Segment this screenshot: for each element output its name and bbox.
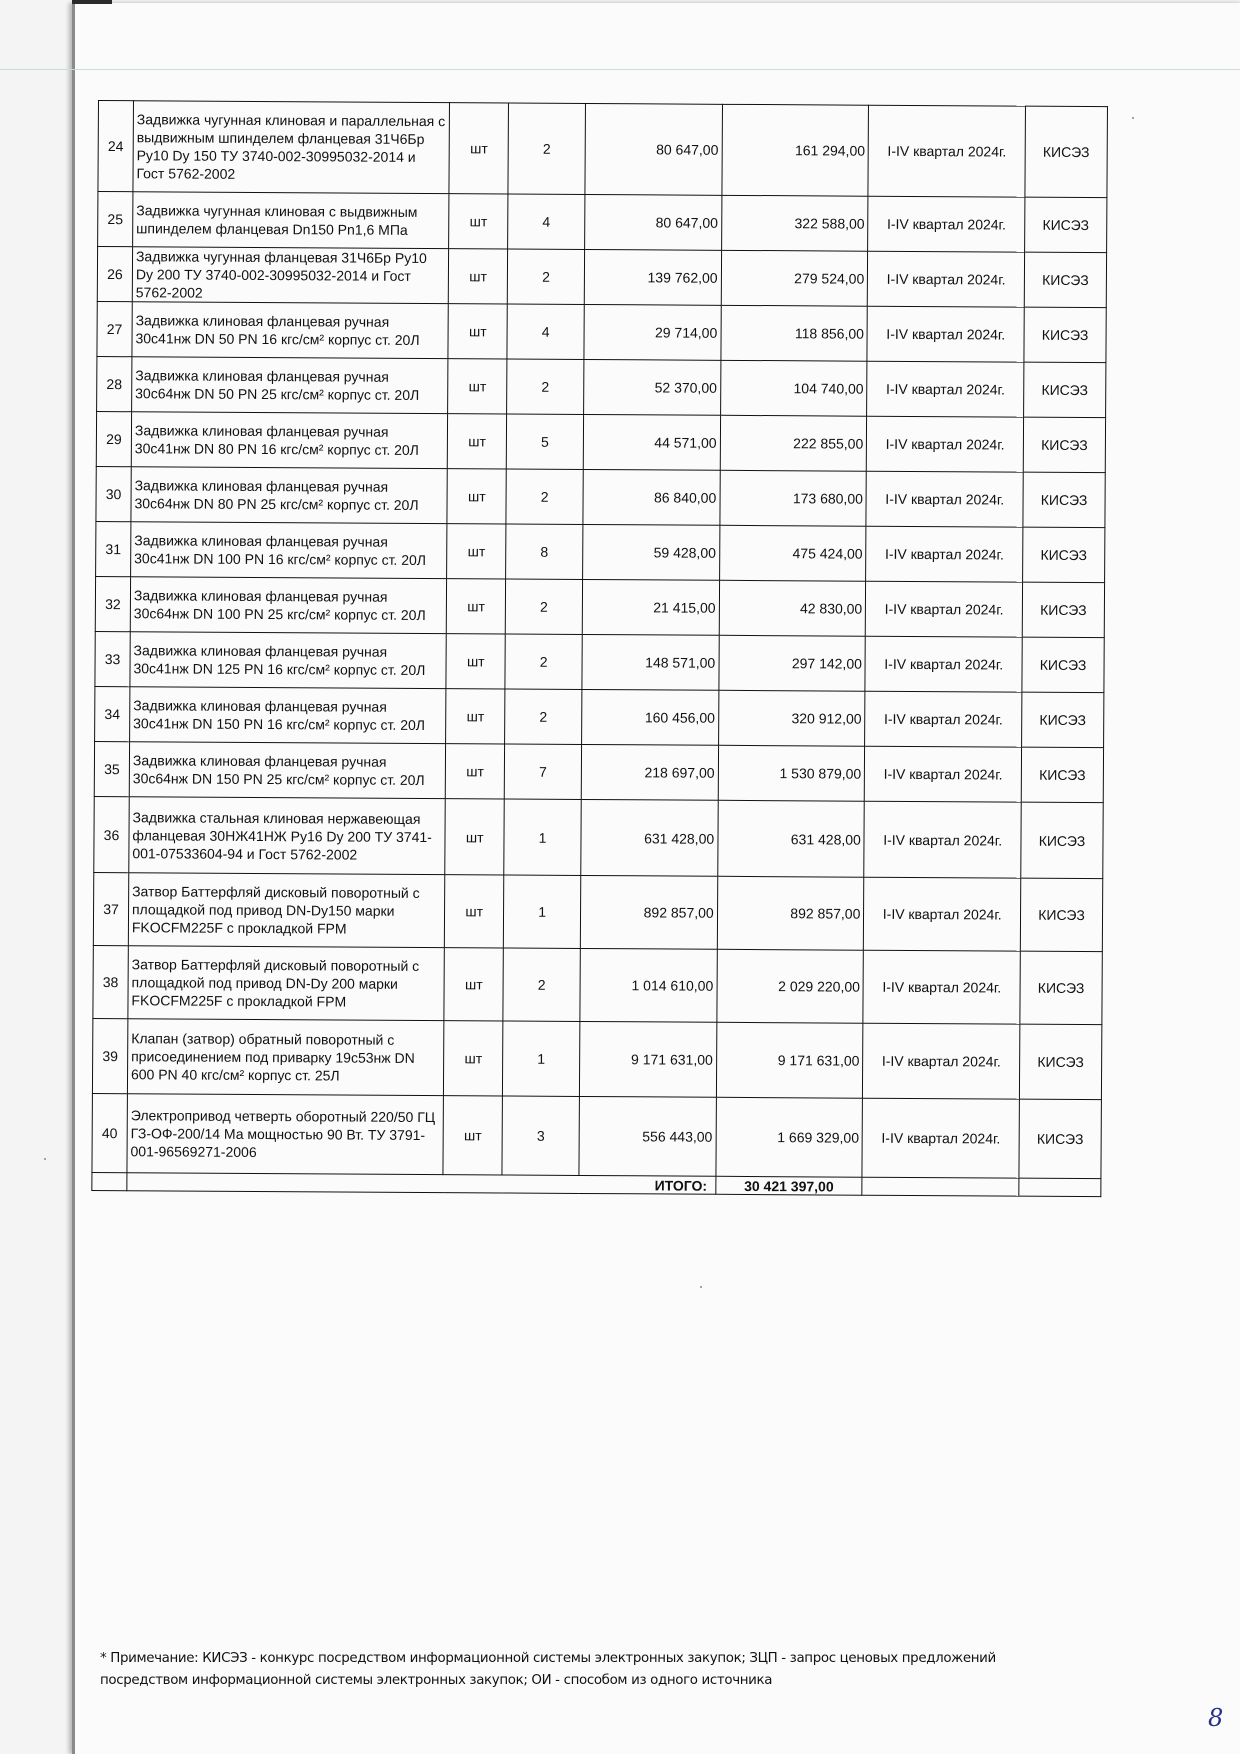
row-number: 29 [96,411,131,466]
total-sum: 118 856,00 [721,305,868,361]
unit-of-measure: шт [448,359,507,414]
table-row [97,301,1106,362]
item-name: Задвижка стальная клиновая нержавеющая фланцевая 30НЖ41НЖ Ру16 Dу 200 ТУ 3741-001-07533604-94 и Гост 5762-2002 [129,797,446,875]
unit-of-measure: шт [446,634,505,689]
total-sum: 892 857,00 [717,876,864,950]
item-name: Задвижка клиновая фланцевая ручная 30с41нж DN 100 PN 16 кгс/см² корпус ст. 20Л [131,522,448,579]
quantity: 5 [506,414,583,469]
total-sum: 631 428,00 [717,800,864,877]
total-sum: 1 530 879,00 [718,745,865,801]
unit-price: 148 571,00 [582,634,719,690]
total-sum: 222 855,00 [720,415,867,471]
item-name: Задвижка клиновая фланцевая ручная 30с41нж DN 125 PN 16 кгс/см² корпус ст. 20Л [130,632,447,689]
total-empty-cell [862,1177,1019,1196]
unit-of-measure: шт [449,249,508,304]
procurement-method: КИСЭЗ [1024,252,1106,307]
scan-speck [1132,117,1134,119]
quantity: 8 [506,524,583,579]
total-empty-cell [1019,1178,1101,1197]
total-sum: 161 294,00 [722,104,869,196]
total-sum: 104 740,00 [720,360,867,416]
quantity: 2 [505,579,582,634]
quantity: 2 [508,103,585,194]
delivery-period: I-IV квартал 2024г. [865,746,1022,802]
table-row [98,192,1107,253]
total-sum: 297 142,00 [719,635,866,691]
item-name: Электропривод четверть оборотный 220/50 ГЦ ГЗ-ОФ-200/14 Ма мощностью 90 Вт. ТУ 3791-001-96569271-2006 [127,1094,444,1175]
item-name: Затвор Баттерфляй дисковый поворотный с площадкой под привод DN-Dy150 марки FKOCFM225F с прокладкой FPM [128,873,445,948]
total-sum: 1 669 329,00 [716,1097,863,1177]
delivery-period: I-IV квартал 2024г. [867,416,1024,472]
unit-price: 80 647,00 [585,194,722,250]
procurement-method: КИСЭЗ [1019,1024,1101,1099]
procurement-method: КИСЭЗ [1020,951,1102,1024]
unit-price: 52 370,00 [584,359,721,415]
unit-price: 9 171 631,00 [579,1021,716,1097]
procurement-method: КИСЭЗ [1020,878,1102,951]
procurement-method: КИСЭЗ [1025,197,1107,252]
procurement-method: КИСЭЗ [1025,106,1108,197]
delivery-period: I-IV квартал 2024г. [866,581,1023,637]
table-row [95,576,1104,637]
item-name: Задвижка клиновая фланцевая ручная 30с41нж DN 80 PN 16 кгс/см² корпус ст. 20Л [131,412,448,469]
item-name: Задвижка клиновая фланцевая ручная 30с41нж DN 150 PN 16 кгс/см² корпус ст. 20Л [130,687,447,744]
delivery-period: I-IV квартал 2024г. [866,471,1023,527]
total-label: ИТОГО: [127,1173,716,1195]
item-name: Задвижка клиновая фланцевая ручная 30с64нж DN 80 PN 25 кгс/см² корпус ст. 20Л [131,467,448,524]
unit-of-measure: шт [444,1021,503,1096]
total-sum: 475 424,00 [719,525,866,581]
quantity: 1 [503,1021,580,1096]
unit-price: 556 443,00 [579,1096,716,1176]
quantity: 2 [505,634,582,689]
delivery-period: I-IV квартал 2024г. [868,196,1025,252]
table-row [96,466,1105,527]
unit-price: 29 714,00 [584,304,721,360]
total-empty-cell [92,1172,127,1190]
table-row [98,101,1108,198]
procurement-method: КИСЭЗ [1021,802,1103,878]
item-name: Задвижка клиновая фланцевая ручная 30с64нж DN 150 PN 25 кгс/см² корпус ст. 20Л [129,742,446,799]
total-sum: 279 524,00 [721,250,868,306]
row-number: 36 [94,796,129,872]
procurement-method: КИСЭЗ [1019,1099,1101,1178]
unit-of-measure: шт [448,304,507,359]
unit-of-measure: шт [449,194,508,249]
unit-price: 21 415,00 [582,579,719,635]
unit-price: 139 762,00 [584,249,721,305]
procurement-table [91,100,1108,1197]
delivery-period: I-IV квартал 2024г. [865,691,1022,747]
delivery-period: I-IV квартал 2024г. [868,251,1025,307]
quantity: 2 [503,948,580,1021]
quantity: 2 [505,689,582,744]
scan-speck [44,1158,46,1160]
unit-of-measure: шт [446,689,505,744]
table-row [94,796,1103,878]
delivery-period: I-IV квартал 2024г. [867,361,1024,417]
unit-of-measure: шт [445,799,504,875]
row-number: 27 [97,301,132,356]
unit-of-measure: шт [449,103,508,194]
procurement-method: КИСЭЗ [1021,747,1103,802]
procurement-method: КИСЭЗ [1024,362,1106,417]
quantity: 2 [506,469,583,524]
quantity: 3 [502,1096,579,1175]
table-row [93,945,1102,1024]
item-name: Задвижка клиновая фланцевая ручная 30с64нж DN 100 PN 25 кгс/см² корпус ст. 20Л [130,577,447,634]
row-number: 31 [96,521,131,576]
scan-artifact-line [0,69,1240,70]
row-number: 26 [97,247,132,302]
procurement-method: КИСЭЗ [1023,417,1105,472]
table-row [96,521,1105,582]
page-edge-shadow [72,0,112,4]
unit-price: 218 697,00 [581,744,718,800]
handwritten-page-number: 8 [1208,1704,1224,1732]
row-number: 37 [93,872,128,945]
quantity: 2 [507,359,584,414]
item-name: Клапан (затвор) обратный поворотный с присоединением под приварку 19с53нж DN 600 PN 40 кгс/см² корпус ст. 25Л [127,1019,444,1096]
row-number: 35 [94,741,129,796]
footnote-line-2: посредством информационной системы электронных закупок; ОИ - способом из одного источника [100,1673,773,1688]
procurement-method: КИСЭЗ [1023,527,1105,582]
item-name: Задвижка чугунная клиновая и параллельная с выдвижным шпинделем фланцевая 31Ч6Бр Ру10 Dу 150 ТУ 3740-002-30995032-2014 и Гост 5762-2002 [133,101,450,194]
delivery-period: I-IV квартал 2024г. [863,1023,1020,1099]
table-row [95,631,1104,692]
total-sum: 322 588,00 [721,195,868,251]
unit-of-measure: шт [447,469,506,524]
procurement-method: КИСЭЗ [1022,637,1104,692]
delivery-period: I-IV квартал 2024г. [862,1098,1019,1178]
item-name: Задвижка чугунная клиновая с выдвижным шпинделем фланцевая Dn150 Pn1,6 МПа [133,192,450,249]
procurement-method: КИСЭЗ [1023,472,1105,527]
row-number: 34 [95,686,130,741]
quantity: 2 [507,249,584,304]
unit-price: 86 840,00 [583,469,720,525]
quantity: 7 [504,744,581,799]
delivery-period: I-IV квартал 2024г. [867,306,1024,362]
delivery-period: I-IV квартал 2024г. [864,877,1021,951]
unit-price: 160 456,00 [582,689,719,745]
table-row [97,356,1106,417]
footnote [100,1648,1080,1692]
total-sum: 9 171 631,00 [716,1022,863,1098]
unit-price: 80 647,00 [585,103,722,195]
row-number: 39 [92,1018,127,1093]
table-row [96,411,1105,472]
table-row [93,872,1102,951]
scan-speck [700,1286,702,1288]
unit-price: 631 428,00 [581,799,718,876]
unit-price: 1 014 610,00 [580,948,717,1022]
table-row [92,1018,1101,1099]
quantity: 1 [504,799,581,875]
delivery-period: I-IV квартал 2024г. [866,526,1023,582]
item-name: Задвижка клиновая фланцевая ручная 30с41нж DN 50 PN 16 кгс/см² корпус ст. 20Л [132,302,449,359]
unit-of-measure: шт [447,579,506,634]
table-row [94,741,1103,802]
table-row [95,686,1104,747]
item-name: Затвор Баттерфляй дисковый поворотный с площадкой под привод DN-Dy 200 марки FKOCFM225F с прокладкой FPM [128,946,445,1021]
table-row [92,1093,1101,1178]
total-sum: 42 830,00 [719,580,866,636]
row-number: 40 [92,1093,127,1172]
table-row [97,247,1106,308]
row-number: 25 [98,192,133,247]
quantity: 1 [503,875,580,948]
total-sum: 2 029 220,00 [717,949,864,1023]
total-sum: 320 912,00 [718,690,865,746]
row-number: 30 [96,466,131,521]
row-number: 24 [98,101,134,192]
unit-price: 892 857,00 [580,875,717,949]
delivery-period: I-IV квартал 2024г. [865,636,1022,692]
row-number: 32 [95,576,130,631]
unit-of-measure: шт [443,1096,502,1175]
procurement-method: КИСЭЗ [1022,582,1104,637]
unit-price: 59 428,00 [583,524,720,580]
unit-of-measure: шт [444,948,503,1021]
quantity: 4 [508,194,585,249]
total-value: 30 421 397,00 [716,1176,863,1195]
unit-of-measure: шт [448,414,507,469]
total-sum: 173 680,00 [720,470,867,526]
unit-of-measure: шт [447,524,506,579]
item-name: Задвижка клиновая фланцевая ручная 30с64нж DN 50 PN 25 кгс/см² корпус ст. 20Л [132,357,449,414]
procurement-method: КИСЭЗ [1024,307,1106,362]
procurement-table-body [92,101,1108,1197]
delivery-period: I-IV квартал 2024г. [868,105,1025,197]
quantity: 4 [507,304,584,359]
footnote-line-1: * Примечание: КИСЭЗ - конкурс посредством информационной системы электронных закупок; ЗЦП - запрос ценовых предложений [100,1651,996,1666]
unit-price: 44 571,00 [583,414,720,470]
item-name: Задвижка чугунная фланцевая 31Ч6Бр Ру10 Dу 200 ТУ 3740-002-30995032-2014 и Гост 5762-2002 [132,247,449,304]
row-number: 38 [93,945,128,1018]
unit-of-measure: шт [446,744,505,799]
row-number: 28 [97,356,132,411]
delivery-period: I-IV квартал 2024г. [863,950,1020,1024]
unit-of-measure: шт [445,875,504,948]
row-number: 33 [95,631,130,686]
delivery-period: I-IV квартал 2024г. [864,801,1021,878]
procurement-method: КИСЭЗ [1022,692,1104,747]
